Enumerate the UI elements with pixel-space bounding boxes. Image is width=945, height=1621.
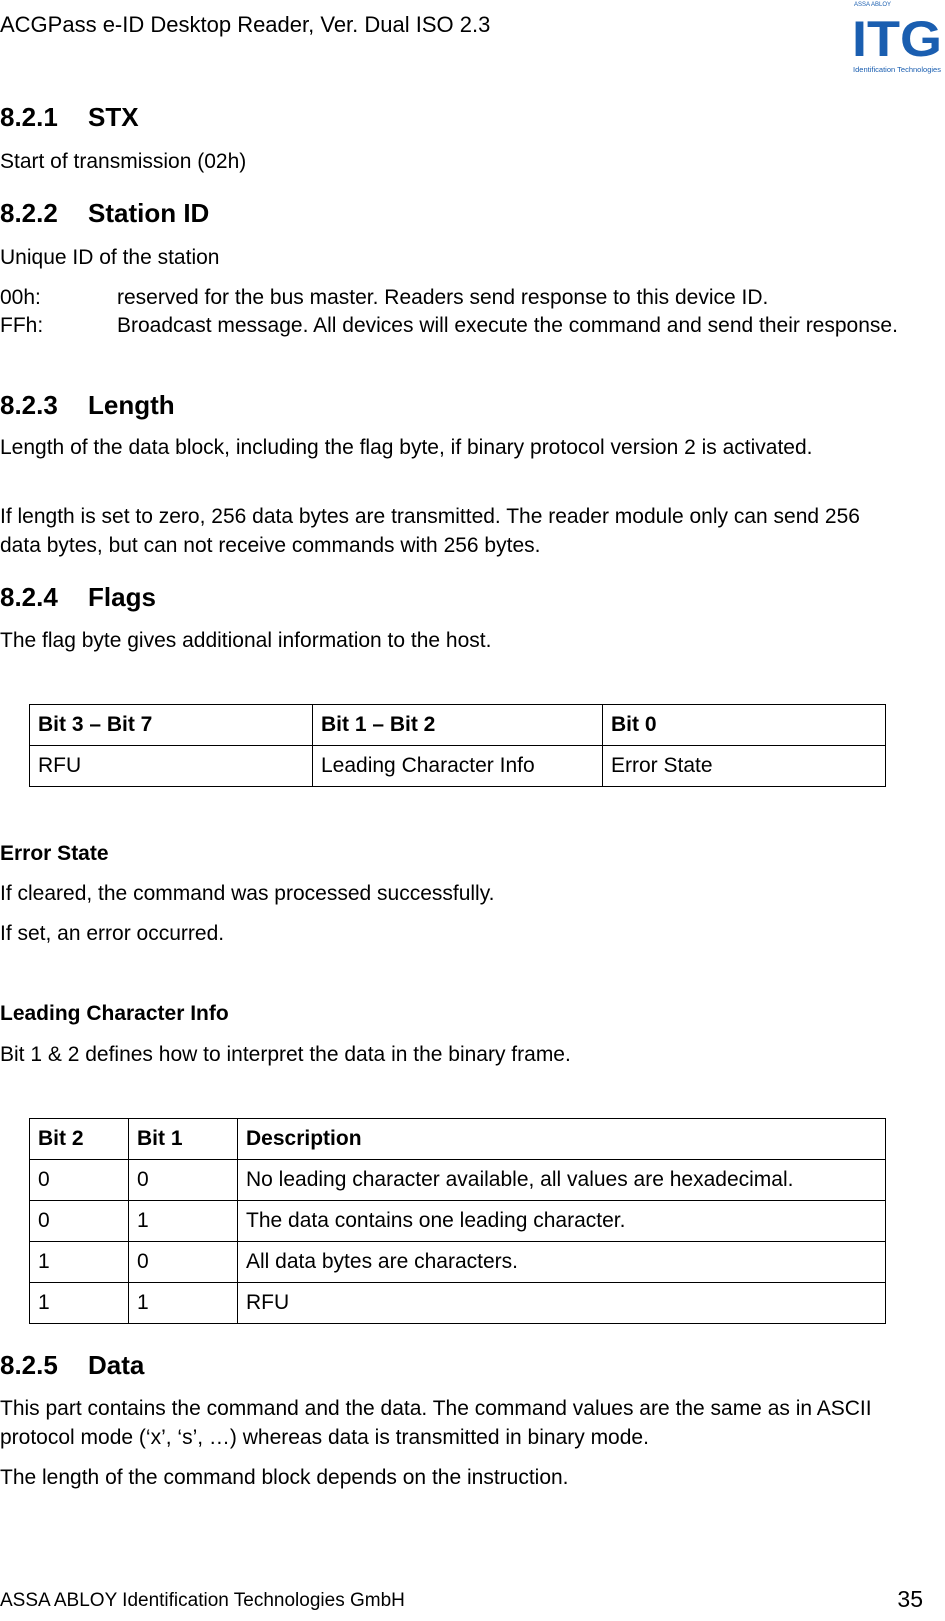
logo-main-text: ITG [852,11,942,67]
section-8-2-5-heading: 8.2.5 Data [0,1350,145,1380]
table-cell: RFU [30,746,313,787]
table-cell: 1 [30,1283,129,1324]
table-cell: 0 [129,1242,238,1283]
error-state-para-2: If set, an error occurred. [0,922,225,945]
section-8-2-4-text: The flag byte gives additional information to the host. [0,629,492,652]
table-cell: 1 [30,1242,129,1283]
table-header-cell: Bit 3 – Bit 7 [30,705,313,746]
table-cell: 0 [30,1201,129,1242]
leading-char-para: Bit 1 & 2 defines how to interpret the data in the binary frame. [0,1043,571,1066]
document-header-title: ACGPass e-ID Desktop Reader, Ver. Dual ISO 2.3 [0,12,491,37]
section-8-2-3-para-1: Length of the data block, including the flag byte, if binary protocol version 2 is activated. [0,436,813,459]
table-header-row [30,1119,886,1160]
section-8-2-3-para-2: If length is set to zero, 256 data bytes are transmitted. The reader module only can send 256 data bytes, but can not receive commands with 256 bytes. [0,505,860,557]
section-8-2-5-para-1: This part contains the command and the data. The command values are the same as in ASCII protocol mode (‘x’, ‘s’, …) whereas data is transmitted in binary mode. [0,1397,872,1449]
section-8-2-1-text: Start of transmission (02h) [0,150,247,173]
table-cell: RFU [238,1283,886,1324]
table-cell: Leading Character Info [313,746,603,787]
table-cell: 0 [129,1160,238,1201]
error-state-para-1: If cleared, the command was processed successfully. [0,882,495,905]
table-header-cell: Bit 0 [603,705,886,746]
table-header-cell: Bit 2 [30,1119,129,1160]
error-state-heading: Error State [0,842,109,865]
logo-sub-text: Identification Technologies [853,65,942,74]
section-8-2-4-heading: 8.2.4 Flags [0,582,156,612]
table-row [30,1160,886,1201]
table-header-row [30,705,886,746]
flags-table [29,704,886,787]
table-cell: 0 [30,1160,129,1201]
footer-company: ASSA ABLOY Identification Technologies GmbH [0,1590,405,1611]
table-header-cell: Bit 1 – Bit 2 [313,705,603,746]
table-row [30,1242,886,1283]
table-header-cell: Description [238,1119,886,1160]
table-cell: All data bytes are characters. [238,1242,886,1283]
section-8-2-2-heading: 8.2.2 Station ID [0,198,210,228]
leading-char-table [29,1118,886,1324]
page-number: 35 [897,1586,923,1612]
table-cell: The data contains one leading character. [238,1201,886,1242]
section-8-2-1-heading: 8.2.1 STX [0,102,139,132]
table-row [30,1283,886,1324]
table-cell: Error State [603,746,886,787]
section-8-2-2-text: Unique ID of the station [0,246,220,269]
section-8-2-5-para-2: The length of the command block depends on the instruction. [0,1466,569,1489]
logo-top-text: ASSA ABLOY [854,2,892,8]
table-header-cell: Bit 1 [129,1119,238,1160]
table-cell: 1 [129,1201,238,1242]
leading-char-heading: Leading Character Info [0,1002,229,1025]
table-row [30,1201,886,1242]
table-cell: No leading character available, all values are hexadecimal. [238,1160,886,1201]
table-cell: 1 [129,1283,238,1324]
section-8-2-3-heading: 8.2.3 Length [0,390,175,420]
table-row [30,746,886,787]
itg-logo [850,0,945,78]
